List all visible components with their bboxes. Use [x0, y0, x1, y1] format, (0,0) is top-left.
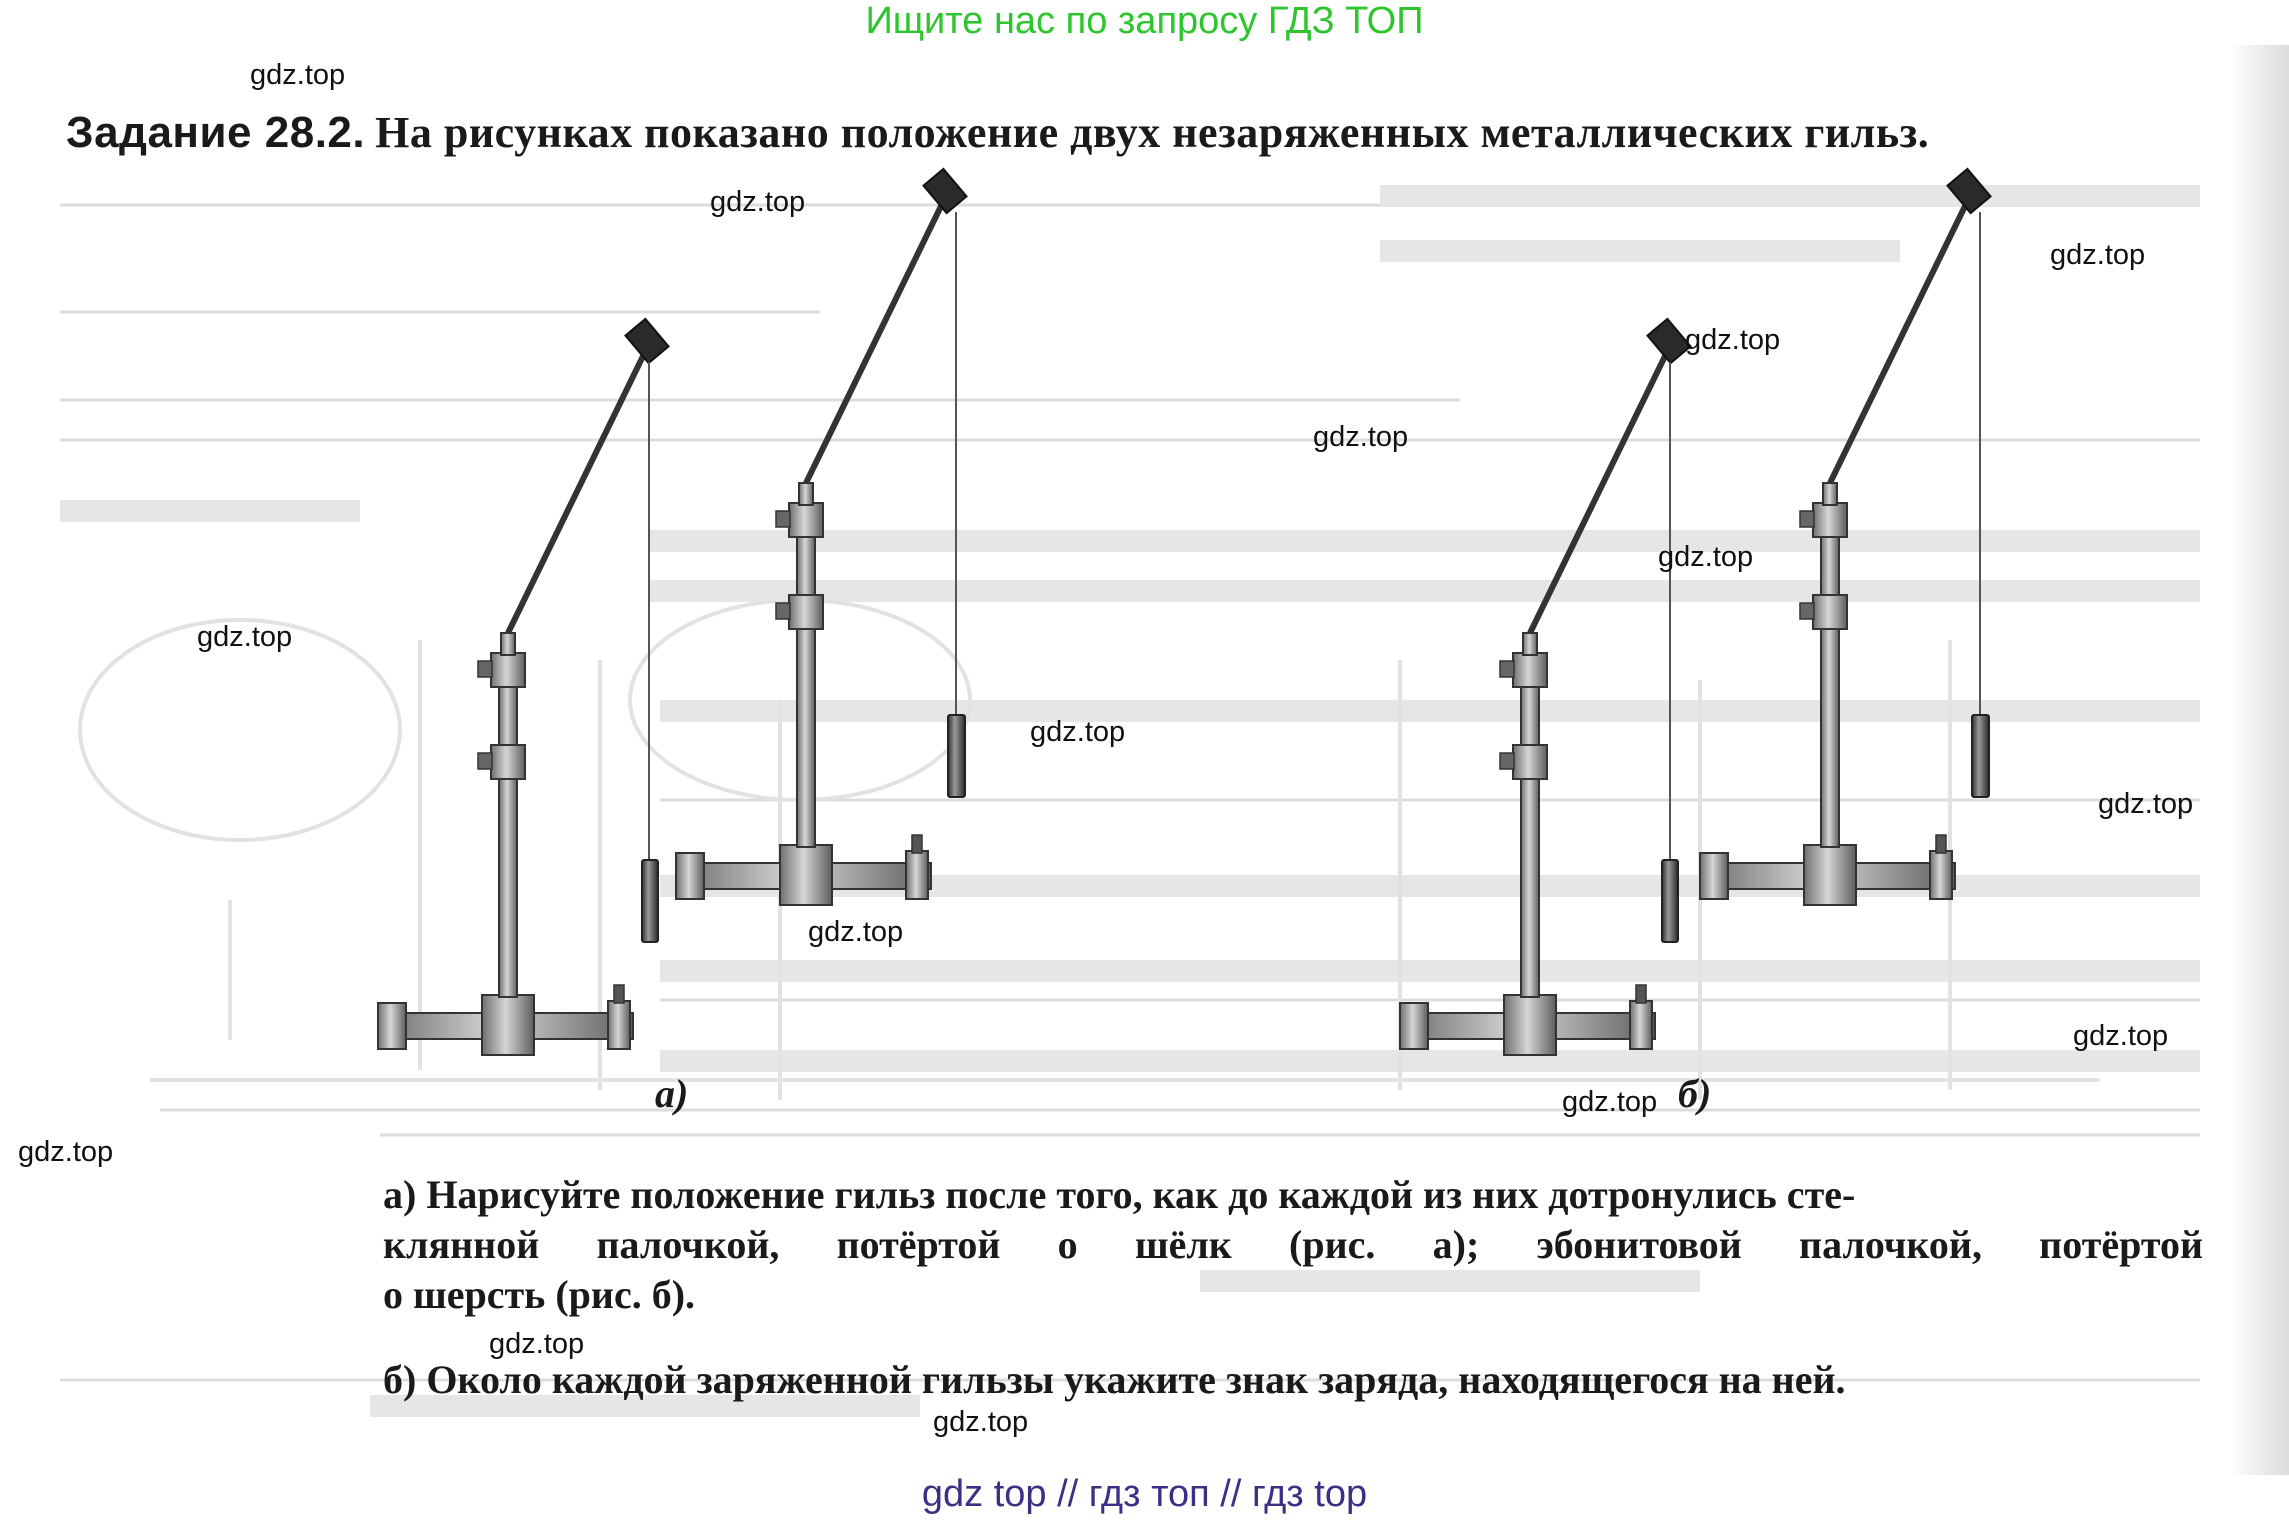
watermark: gdz.top	[250, 59, 346, 91]
watermark: gdz.top	[489, 1328, 585, 1360]
question-a-line3: о шерсть (рис. б).	[383, 1272, 696, 1317]
figure-label-a: а)	[655, 1071, 689, 1116]
watermark: gdz.top	[1030, 716, 1126, 748]
watermark: gdz.top	[2098, 788, 2194, 820]
watermark: gdz.top	[710, 186, 806, 218]
footer-links: gdz top // гдз топ // гдз top	[921, 1473, 1368, 1515]
stand-b-left	[1400, 319, 1691, 1055]
watermark: gdz.top	[933, 1406, 1029, 1438]
watermark: gdz.top	[197, 621, 293, 653]
task-number: Задание 28.2.	[66, 108, 366, 157]
question-a-line1: а) Нарисуйте положение гильз после того, как до каждой из них дотронулись сте-	[383, 1172, 1856, 1217]
watermark: gdz.top	[1313, 421, 1409, 453]
question-b: б) Около каждой заряженной гильзы укажите знак заряда, находящегося на ней.	[383, 1357, 1846, 1402]
task-intro: На рисунках показано положение двух незаряженных металлических гильз.	[375, 108, 1930, 157]
watermark: gdz.top	[1658, 541, 1754, 573]
watermark: gdz.top	[1562, 1086, 1658, 1118]
watermark: gdz.top	[2050, 239, 2146, 271]
watermark: gdz.top	[18, 1136, 114, 1168]
stand-a-left	[378, 319, 669, 1055]
top-banner: Ищите нас по запросу ГДЗ ТОП	[865, 0, 1424, 42]
question-a-line2: клянной палочкой, потёртой о шёлк (рис. а); эбонитовой палочкой, потёртой	[383, 1222, 2203, 1267]
watermark: gdz.top	[2073, 1020, 2169, 1052]
figure-label-b: б)	[1678, 1071, 1712, 1116]
watermark: gdz.top	[1685, 324, 1781, 356]
watermark: gdz.top	[808, 916, 904, 948]
stand-a-right	[676, 169, 967, 905]
stand-b-right	[1700, 169, 1991, 905]
